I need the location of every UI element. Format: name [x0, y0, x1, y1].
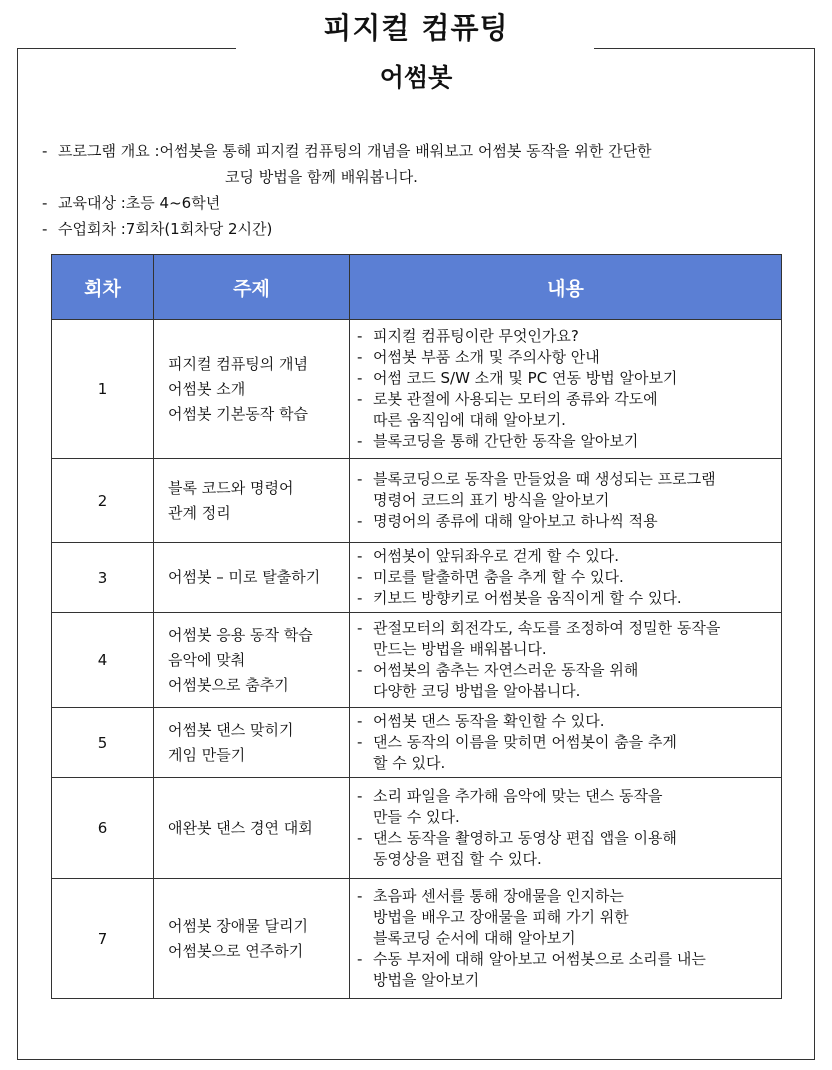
session-content	[350, 459, 782, 543]
content-bullet-continued	[357, 907, 775, 928]
content-bullet	[357, 511, 775, 532]
bullet-dash: -	[357, 787, 363, 805]
content-bullet-continued	[357, 410, 775, 431]
content-text: 블록코딩으로 동작을 만들었을 때 생성되는 프로그램	[373, 470, 716, 488]
table-row	[52, 320, 782, 459]
session-number: 7	[52, 879, 154, 999]
session-number: 3	[52, 543, 154, 613]
content-bullet	[357, 389, 775, 410]
content-bullet-continued	[357, 639, 775, 660]
topic-line: 어썸봇 응용 동작 학습	[168, 625, 313, 644]
bullet-dash: -	[357, 327, 363, 345]
content-text: 로봇 관절에 사용되는 모터의 종류와 각도에	[373, 390, 658, 408]
session-number: 2	[52, 459, 154, 543]
info-value-continued: 코딩 방법을 함께 배워봅니다.	[225, 168, 418, 186]
content-text: 어썸봇 댄스 동작을 확인할 수 있다.	[373, 712, 605, 730]
bullet-dash: -	[357, 547, 363, 565]
content-bullet	[357, 660, 775, 681]
table-row	[52, 879, 782, 999]
table-row	[52, 778, 782, 879]
content-text: 방법을 알아보기	[373, 971, 480, 989]
content-bullet-continued	[357, 753, 775, 774]
content-bullet	[357, 326, 775, 347]
content-bullet	[357, 368, 775, 389]
content-text: 관절모터의 회전각도, 속도를 조정하여 정밀한 동작을	[373, 619, 721, 637]
table-row	[52, 708, 782, 778]
content-text: 소리 파일을 추가해 음악에 맞는 댄스 동작을	[373, 787, 663, 805]
content-text: 명령어의 종류에 대해 알아보고 하나씩 적용	[373, 512, 658, 530]
content-bullet	[357, 431, 775, 452]
header-content: 내용	[350, 255, 782, 320]
content-bullet-continued	[357, 970, 775, 991]
content-text: 만들 수 있다.	[373, 808, 460, 826]
content-bullet	[357, 567, 775, 588]
bullet-dash: -	[357, 568, 363, 586]
content-text: 따른 움직임에 대해 알아보기.	[373, 411, 566, 429]
session-content	[350, 708, 782, 778]
session-topic	[154, 708, 350, 778]
content-bullet	[357, 588, 775, 609]
info-overview-continued	[42, 164, 787, 190]
content-text: 할 수 있다.	[373, 754, 446, 772]
topic-line: 어썸봇으로 연주하기	[168, 941, 304, 960]
bullet-dash: -	[42, 194, 48, 212]
session-topic	[154, 613, 350, 708]
topic-line: 관계 정리	[168, 503, 231, 522]
content-text: 방법을 배우고 장애물을 피해 가기 위한	[373, 908, 629, 926]
content-text: 미로를 탈출하면 춤을 추게 할 수 있다.	[373, 568, 624, 586]
content-bullet	[357, 886, 775, 907]
session-topic	[154, 879, 350, 999]
topic-line: 어썸봇 기본동작 학습	[168, 404, 308, 423]
content-bullet-continued	[357, 490, 775, 511]
content-text: 피지컬 컴퓨팅이란 무엇인가요?	[373, 327, 579, 345]
content-bullet	[357, 347, 775, 368]
session-number: 4	[52, 613, 154, 708]
session-number: 5	[52, 708, 154, 778]
topic-line: 음악에 맞춰	[168, 650, 246, 669]
content-bullet	[357, 828, 775, 849]
topic-line: 애완봇 댄스 경연 대회	[168, 818, 313, 837]
bullet-dash: -	[42, 220, 48, 238]
content-text: 명령어 코드의 표기 방식을 알아보기	[373, 491, 610, 509]
bullet-dash: -	[357, 712, 363, 730]
topic-line: 어썸봇으로 춤추기	[168, 675, 289, 694]
bullet-dash: -	[357, 512, 363, 530]
bullet-dash: -	[357, 829, 363, 847]
session-content	[350, 613, 782, 708]
info-target	[42, 190, 787, 216]
session-topic	[154, 778, 350, 879]
topic-line: 어썸봇 댄스 맞히기	[168, 720, 294, 739]
page-subtitle: 어썸봇	[379, 63, 453, 92]
session-content	[350, 778, 782, 879]
content-text: 동영상을 편집 할 수 있다.	[373, 850, 542, 868]
session-number: 1	[52, 320, 154, 459]
info-label: 수업회차 :	[58, 220, 126, 238]
content-bullet-continued	[357, 807, 775, 828]
content-bullet-continued	[357, 681, 775, 702]
content-text: 어썸봇이 앞뒤좌우로 걷게 할 수 있다.	[373, 547, 619, 565]
content-bullet	[357, 949, 775, 970]
content-bullet	[357, 786, 775, 807]
bullet-dash: -	[357, 950, 363, 968]
info-value: 초등 4~6학년	[125, 194, 221, 212]
topic-line: 어썸봇 장애물 달리기	[168, 916, 308, 935]
info-value: 7회차(1회차당 2시간)	[125, 220, 273, 238]
topic-line: 블록 코드와 명령어	[168, 478, 294, 497]
info-label: 프로그램 개요 :	[58, 142, 160, 160]
info-overview	[42, 138, 787, 164]
session-content	[350, 320, 782, 459]
table-row	[52, 459, 782, 543]
info-sessions	[42, 216, 787, 242]
session-number: 6	[52, 778, 154, 879]
topic-line: 어썸봇 소개	[168, 379, 246, 398]
bullet-dash: -	[357, 432, 363, 450]
table-header-row	[52, 255, 782, 320]
content-text: 키보드 방향키로 어썸봇을 움직이게 할 수 있다.	[373, 589, 682, 607]
bullet-dash: -	[357, 661, 363, 679]
table-row	[52, 613, 782, 708]
content-text: 초음파 센서를 통해 장애물을 인지하는	[373, 887, 624, 905]
bullet-dash: -	[357, 619, 363, 637]
table-row	[52, 543, 782, 613]
content-bullet	[357, 469, 775, 490]
content-bullet	[357, 546, 775, 567]
bullet-dash: -	[42, 142, 48, 160]
program-info	[42, 138, 787, 242]
topic-line: 게임 만들기	[168, 745, 246, 764]
content-text: 어썸 코드 S/W 소개 및 PC 연동 방법 알아보기	[373, 369, 678, 387]
session-topic	[154, 320, 350, 459]
bullet-dash: -	[357, 733, 363, 751]
content-bullet	[357, 618, 775, 639]
content-bullet-continued	[357, 849, 775, 870]
bullet-dash: -	[357, 348, 363, 366]
session-content	[350, 879, 782, 999]
topic-line: 어썸봇 – 미로 탈출하기	[168, 568, 321, 586]
content-text: 다양한 코딩 방법을 알아봅니다.	[373, 682, 581, 700]
info-value: 어썸봇을 통해 피지컬 컴퓨팅의 개념을 배워보고 어썸봇 동작을 위한 간단한	[159, 142, 652, 160]
curriculum-table	[51, 254, 782, 999]
bullet-dash: -	[357, 390, 363, 408]
content-text: 댄스 동작을 촬영하고 동영상 편집 앱을 이용해	[373, 829, 677, 847]
content-text: 블록코딩을 통해 간단한 동작을 알아보기	[373, 432, 639, 450]
page-title: 피지컬 컴퓨팅	[323, 11, 509, 45]
content-text: 어썸봇 부품 소개 및 주의사항 안내	[373, 348, 600, 366]
bullet-dash: -	[357, 589, 363, 607]
bullet-dash: -	[357, 369, 363, 387]
topic-line: 피지컬 컴퓨팅의 개념	[168, 354, 308, 373]
content-bullet-continued	[357, 928, 775, 949]
bullet-dash: -	[357, 470, 363, 488]
session-content	[350, 543, 782, 613]
bullet-dash: -	[357, 887, 363, 905]
content-text: 수동 부저에 대해 알아보고 어썸봇으로 소리를 내는	[373, 950, 706, 968]
session-topic	[154, 543, 350, 613]
content-text: 댄스 동작의 이름을 맞히면 어썸봇이 춤을 추게	[373, 733, 677, 751]
header-topic: 주제	[154, 255, 350, 320]
info-label: 교육대상 :	[58, 194, 126, 212]
session-topic	[154, 459, 350, 543]
content-bullet	[357, 711, 775, 732]
content-bullet	[357, 732, 775, 753]
content-text: 블록코딩 순서에 대해 알아보기	[373, 929, 576, 947]
content-text: 어썸봇의 춤추는 자연스러운 동작을 위해	[373, 661, 639, 679]
content-text: 만드는 방법을 배워봅니다.	[373, 640, 547, 658]
header-session: 회차	[52, 255, 154, 320]
